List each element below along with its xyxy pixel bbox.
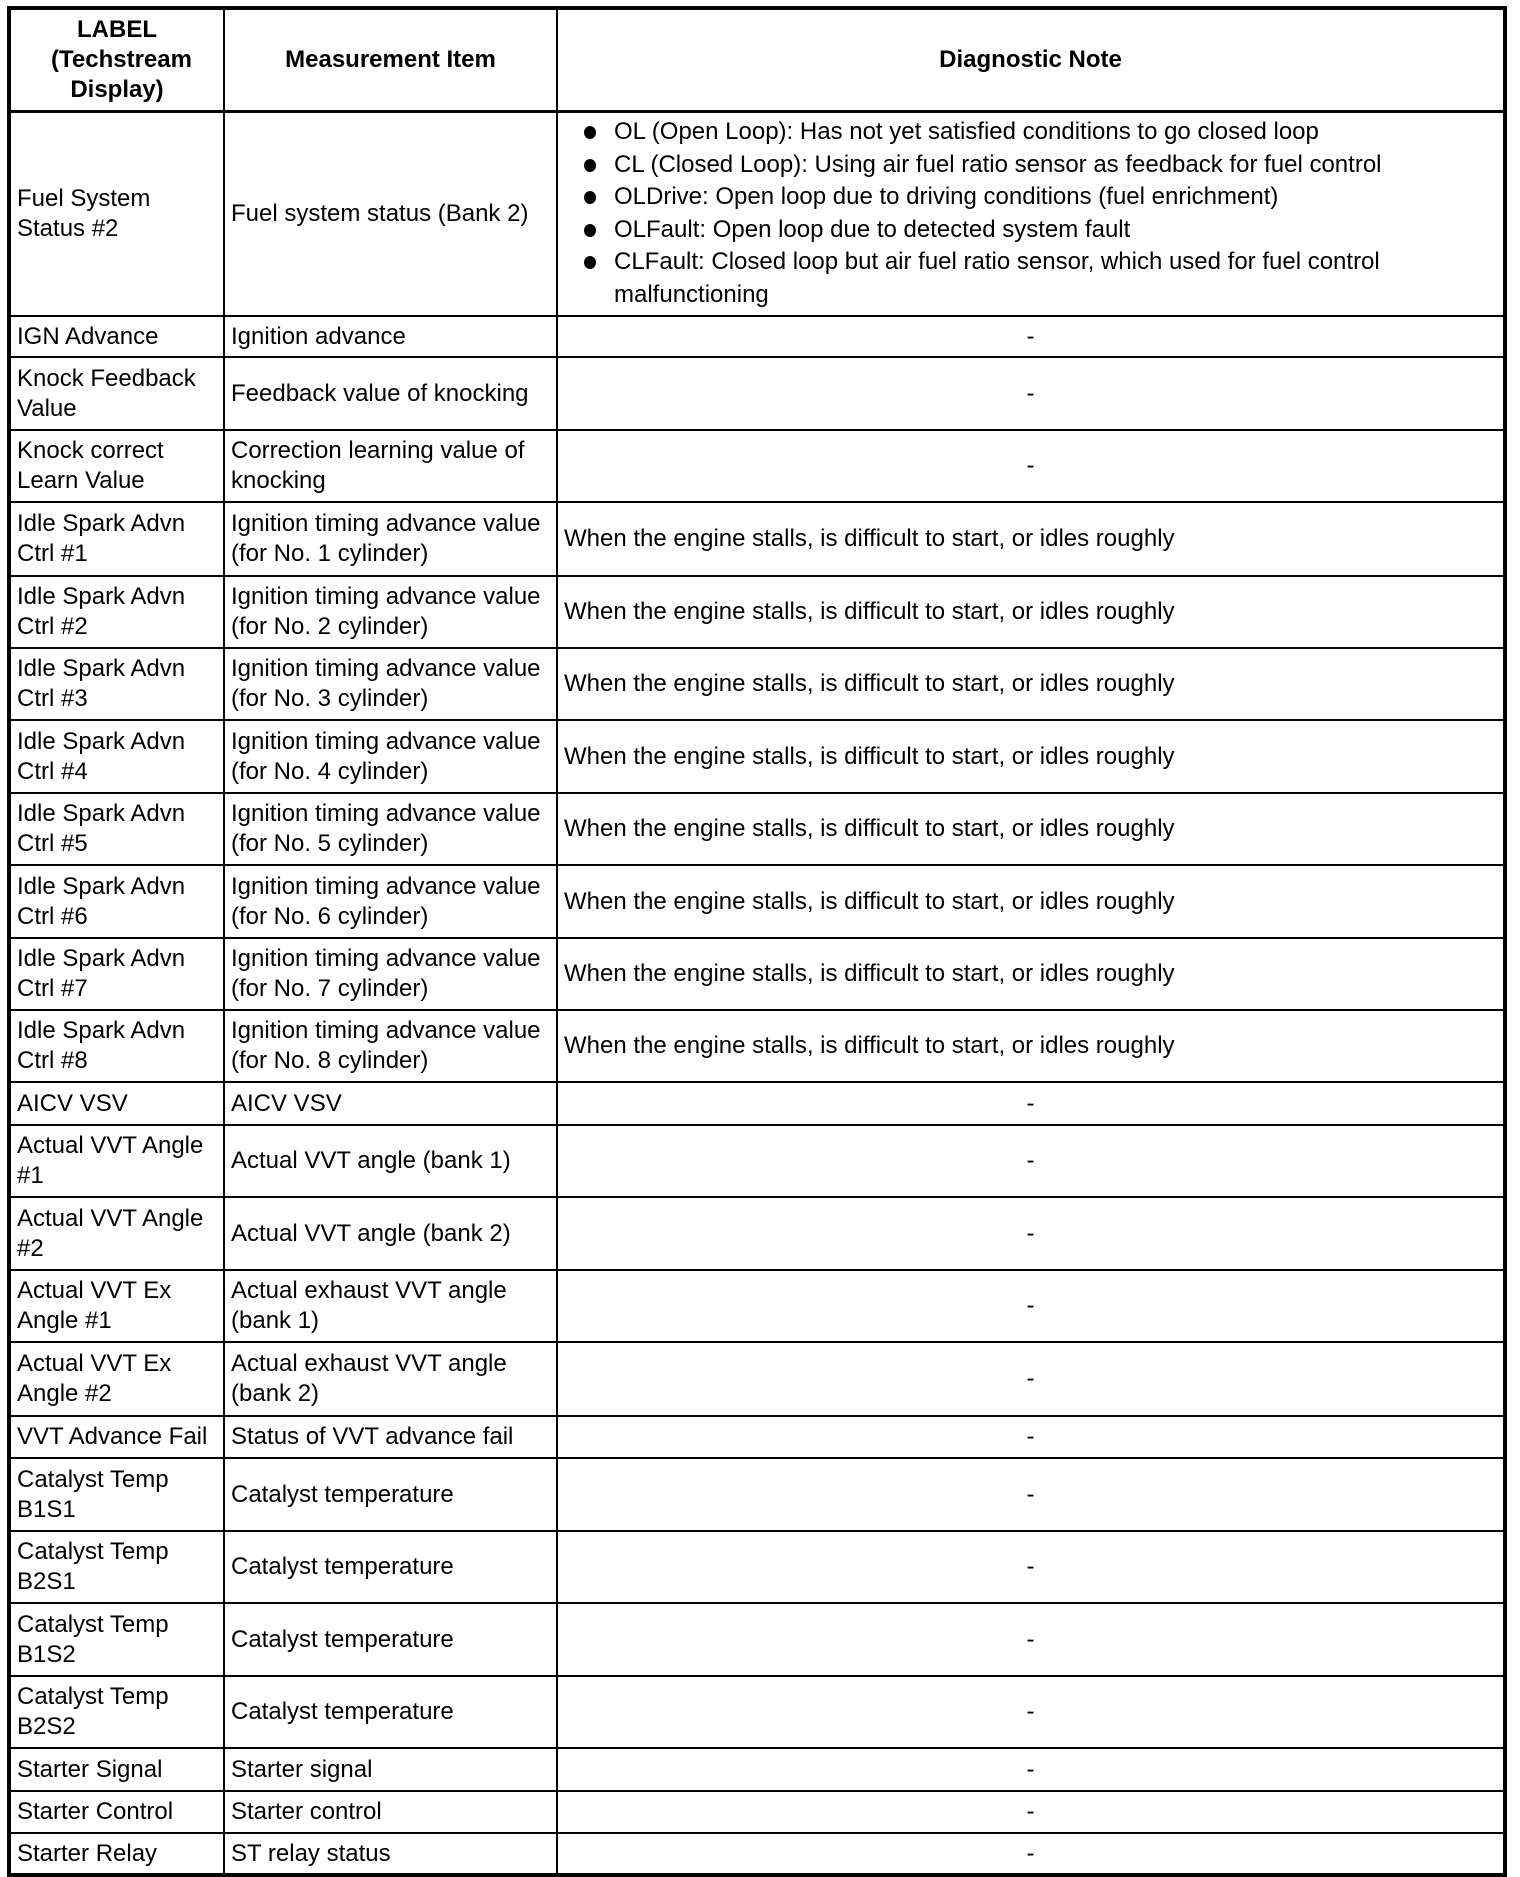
cell-measurement: Actual exhaust VVT angle (bank 1) bbox=[224, 1270, 557, 1342]
cell-note: - bbox=[557, 1791, 1505, 1833]
table-row bbox=[9, 1197, 1505, 1270]
cell-measurement: Ignition timing advance value (for No. 8 cylinder) bbox=[224, 1010, 557, 1082]
cell-label: Idle Spark Advn Ctrl #3 bbox=[9, 648, 224, 720]
cell-label: IGN Advance bbox=[9, 316, 224, 357]
cell-note: When the engine stalls, is difficult to start, or idles roughly bbox=[557, 576, 1505, 648]
cell-measurement: Ignition advance bbox=[224, 316, 557, 357]
data-list-table bbox=[7, 6, 1507, 1877]
cell-measurement: Catalyst temperature bbox=[224, 1603, 557, 1676]
header-measurement: Measurement Item bbox=[224, 8, 557, 111]
cell-measurement: Feedback value of knocking bbox=[224, 357, 557, 430]
table-row bbox=[9, 1010, 1505, 1082]
cell-label: Actual VVT Angle #2 bbox=[9, 1197, 224, 1270]
cell-measurement: Status of VVT advance fail bbox=[224, 1416, 557, 1458]
bullet-item: OLFault: Open loop due to detected system fault bbox=[584, 214, 1497, 247]
cell-note: When the engine stalls, is difficult to start, or idles roughly bbox=[557, 720, 1505, 793]
cell-note: - bbox=[557, 1125, 1505, 1197]
cell-measurement: Ignition timing advance value (for No. 5 cylinder) bbox=[224, 793, 557, 865]
cell-label: Actual VVT Ex Angle #2 bbox=[9, 1342, 224, 1416]
table-row bbox=[9, 1270, 1505, 1342]
bullet-item: CL (Closed Loop): Using air fuel ratio sensor as feedback for fuel control bbox=[584, 149, 1497, 182]
cell-note: When the engine stalls, is difficult to start, or idles roughly bbox=[557, 502, 1505, 576]
table-row bbox=[9, 1416, 1505, 1458]
cell-note: When the engine stalls, is difficult to start, or idles roughly bbox=[557, 793, 1505, 865]
table-row bbox=[9, 1791, 1505, 1833]
table-row bbox=[9, 357, 1505, 430]
cell-label: Catalyst Temp B2S1 bbox=[9, 1531, 224, 1603]
cell-label: Idle Spark Advn Ctrl #7 bbox=[9, 938, 224, 1010]
bullet-item: CLFault: Closed loop but air fuel ratio sensor, which used for fuel control malfunctioning bbox=[584, 246, 1497, 311]
cell-note: - bbox=[557, 1416, 1505, 1458]
bullet-item: OL (Open Loop): Has not yet satisfied conditions to go closed loop bbox=[584, 116, 1497, 149]
cell-measurement: Starter signal bbox=[224, 1748, 557, 1791]
table-row bbox=[9, 1458, 1505, 1531]
cell-note: - bbox=[557, 1197, 1505, 1270]
cell-label: Knock Feedback Value bbox=[9, 357, 224, 430]
cell-label: Idle Spark Advn Ctrl #4 bbox=[9, 720, 224, 793]
cell-note: When the engine stalls, is difficult to start, or idles roughly bbox=[557, 1010, 1505, 1082]
table-row bbox=[9, 576, 1505, 648]
table-row bbox=[9, 1748, 1505, 1791]
cell-note: - bbox=[557, 1748, 1505, 1791]
table-row bbox=[9, 430, 1505, 502]
cell-label: Starter Control bbox=[9, 1791, 224, 1833]
cell-measurement: Starter control bbox=[224, 1791, 557, 1833]
cell-measurement: Ignition timing advance value (for No. 1 cylinder) bbox=[224, 502, 557, 576]
table-row bbox=[9, 111, 1505, 316]
cell-measurement: Ignition timing advance value (for No. 7 cylinder) bbox=[224, 938, 557, 1010]
table-row bbox=[9, 1125, 1505, 1197]
fuel-status-bullet-list bbox=[564, 116, 1497, 311]
table-row bbox=[9, 720, 1505, 793]
cell-label: Idle Spark Advn Ctrl #5 bbox=[9, 793, 224, 865]
cell-measurement: Catalyst temperature bbox=[224, 1458, 557, 1531]
table-row bbox=[9, 938, 1505, 1010]
cell-label: Idle Spark Advn Ctrl #6 bbox=[9, 865, 224, 938]
cell-measurement: Ignition timing advance value (for No. 4 cylinder) bbox=[224, 720, 557, 793]
cell-measurement: Actual VVT angle (bank 2) bbox=[224, 1197, 557, 1270]
table-row bbox=[9, 1531, 1505, 1603]
cell-label: AICV VSV bbox=[9, 1082, 224, 1125]
cell-note: - bbox=[557, 1082, 1505, 1125]
cell-note: - bbox=[557, 1833, 1505, 1875]
cell-label: Fuel System Status #2 bbox=[9, 111, 224, 316]
table-row bbox=[9, 793, 1505, 865]
cell-measurement: Ignition timing advance value (for No. 6 cylinder) bbox=[224, 865, 557, 938]
cell-measurement: Actual VVT angle (bank 1) bbox=[224, 1125, 557, 1197]
header-note: Diagnostic Note bbox=[557, 8, 1505, 111]
cell-measurement: Correction learning value of knocking bbox=[224, 430, 557, 502]
table-row bbox=[9, 1342, 1505, 1416]
cell-label: Idle Spark Advn Ctrl #8 bbox=[9, 1010, 224, 1082]
cell-label: Actual VVT Ex Angle #1 bbox=[9, 1270, 224, 1342]
cell-label: Actual VVT Angle #1 bbox=[9, 1125, 224, 1197]
cell-measurement: ST relay status bbox=[224, 1833, 557, 1875]
cell-label: Catalyst Temp B1S2 bbox=[9, 1603, 224, 1676]
cell-note: - bbox=[557, 430, 1505, 502]
cell-label: Idle Spark Advn Ctrl #1 bbox=[9, 502, 224, 576]
table-row bbox=[9, 648, 1505, 720]
cell-note: - bbox=[557, 1458, 1505, 1531]
table-header-row bbox=[9, 8, 1505, 111]
table-row bbox=[9, 1676, 1505, 1748]
header-label: LABEL (Techstream Display) bbox=[9, 8, 224, 111]
bullet-item: OLDrive: Open loop due to driving conditions (fuel enrichment) bbox=[584, 181, 1497, 214]
cell-measurement: Actual exhaust VVT angle (bank 2) bbox=[224, 1342, 557, 1416]
cell-measurement: Catalyst temperature bbox=[224, 1531, 557, 1603]
table-row bbox=[9, 1833, 1505, 1875]
cell-note: When the engine stalls, is difficult to start, or idles roughly bbox=[557, 938, 1505, 1010]
table-row bbox=[9, 1082, 1505, 1125]
table-row bbox=[9, 865, 1505, 938]
cell-label: Catalyst Temp B1S1 bbox=[9, 1458, 224, 1531]
cell-label: Catalyst Temp B2S2 bbox=[9, 1676, 224, 1748]
cell-measurement: Fuel system status (Bank 2) bbox=[224, 111, 557, 316]
cell-label: Idle Spark Advn Ctrl #2 bbox=[9, 576, 224, 648]
cell-note bbox=[557, 111, 1505, 316]
cell-note: - bbox=[557, 1342, 1505, 1416]
cell-note: - bbox=[557, 1531, 1505, 1603]
cell-measurement: Catalyst temperature bbox=[224, 1676, 557, 1748]
cell-note: - bbox=[557, 316, 1505, 357]
cell-measurement: Ignition timing advance value (for No. 2 cylinder) bbox=[224, 576, 557, 648]
cell-note: - bbox=[557, 1270, 1505, 1342]
cell-label: Starter Signal bbox=[9, 1748, 224, 1791]
table-row bbox=[9, 1603, 1505, 1676]
cell-note: When the engine stalls, is difficult to start, or idles roughly bbox=[557, 865, 1505, 938]
table-row bbox=[9, 502, 1505, 576]
cell-note: - bbox=[557, 1676, 1505, 1748]
cell-measurement: AICV VSV bbox=[224, 1082, 557, 1125]
cell-note: - bbox=[557, 357, 1505, 430]
cell-note: When the engine stalls, is difficult to start, or idles roughly bbox=[557, 648, 1505, 720]
table-row bbox=[9, 316, 1505, 357]
cell-measurement: Ignition timing advance value (for No. 3 cylinder) bbox=[224, 648, 557, 720]
cell-label: Starter Relay bbox=[9, 1833, 224, 1875]
cell-label: VVT Advance Fail bbox=[9, 1416, 224, 1458]
cell-label: Knock correct Learn Value bbox=[9, 430, 224, 502]
cell-note: - bbox=[557, 1603, 1505, 1676]
